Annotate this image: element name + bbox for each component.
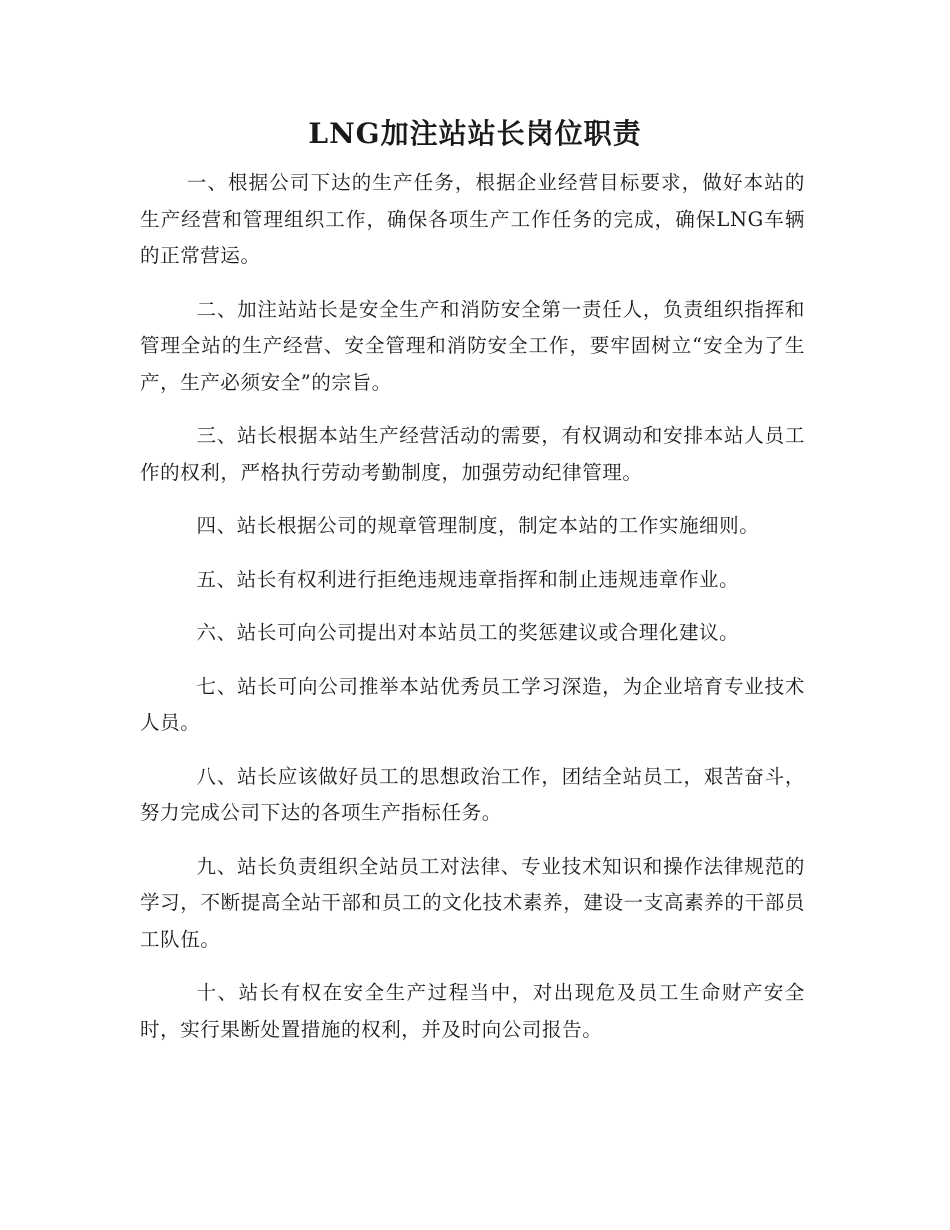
paragraph-8: 八、站长应该做好员工的思想政治工作，团结全站员工，艰苦奋斗，努力完成公司下达的各项生产指标任务。 [140,764,805,824]
paragraph-5: 五、站长有权利进行拒绝违规违章指挥和制止违规违章作业。 [196,567,740,591]
paragraph-2: 二、加注站站长是安全生产和消防安全第一责任人，负责组织指挥和管理全站的生产经营、安全管理和消防安全工作，要牢固树立“安全为了生产，生产必须安全”的宗旨。 [140,297,805,394]
paragraph-3: 三、站长根据本站生产经营活动的需要，有权调动和安排本站人员工作的权利，严格执行劳动考勤制度，加强劳动纪律管理。 [140,424,805,484]
paragraph-10: 十、站长有权在安全生产过程当中，对出现危及员工生命财产安全时，实行果断处置措施的权利，并及时向公司报告。 [140,981,805,1041]
paragraph-4: 四、站长根据公司的规章管理制度，制定本站的工作实施细则。 [196,514,760,537]
paragraph-7: 七、站长可向公司推举本站优秀员工学习深造，为企业培育专业技术人员。 [140,674,805,734]
paragraph-1: 一、根据公司下达的生产任务，根据企业经营目标要求，做好本站的生产经营和管理组织工作，确保各项生产工作任务的完成，确保LNG车辆的正常营运。 [140,171,805,267]
paragraph-9: 九、站长负责组织全站员工对法律、专业技术知识和操作法律规范的学习，不断提高全站干部和员工的文化技术素养，建设一支高素养的干部员工队伍。 [140,854,805,951]
document-title: LNG加注站站长岗位职责 [308,117,642,150]
document-body [140,165,805,1065]
paragraph-6: 六、站长可向公司提出对本站员工的奖惩建议或合理化建议。 [196,621,740,644]
